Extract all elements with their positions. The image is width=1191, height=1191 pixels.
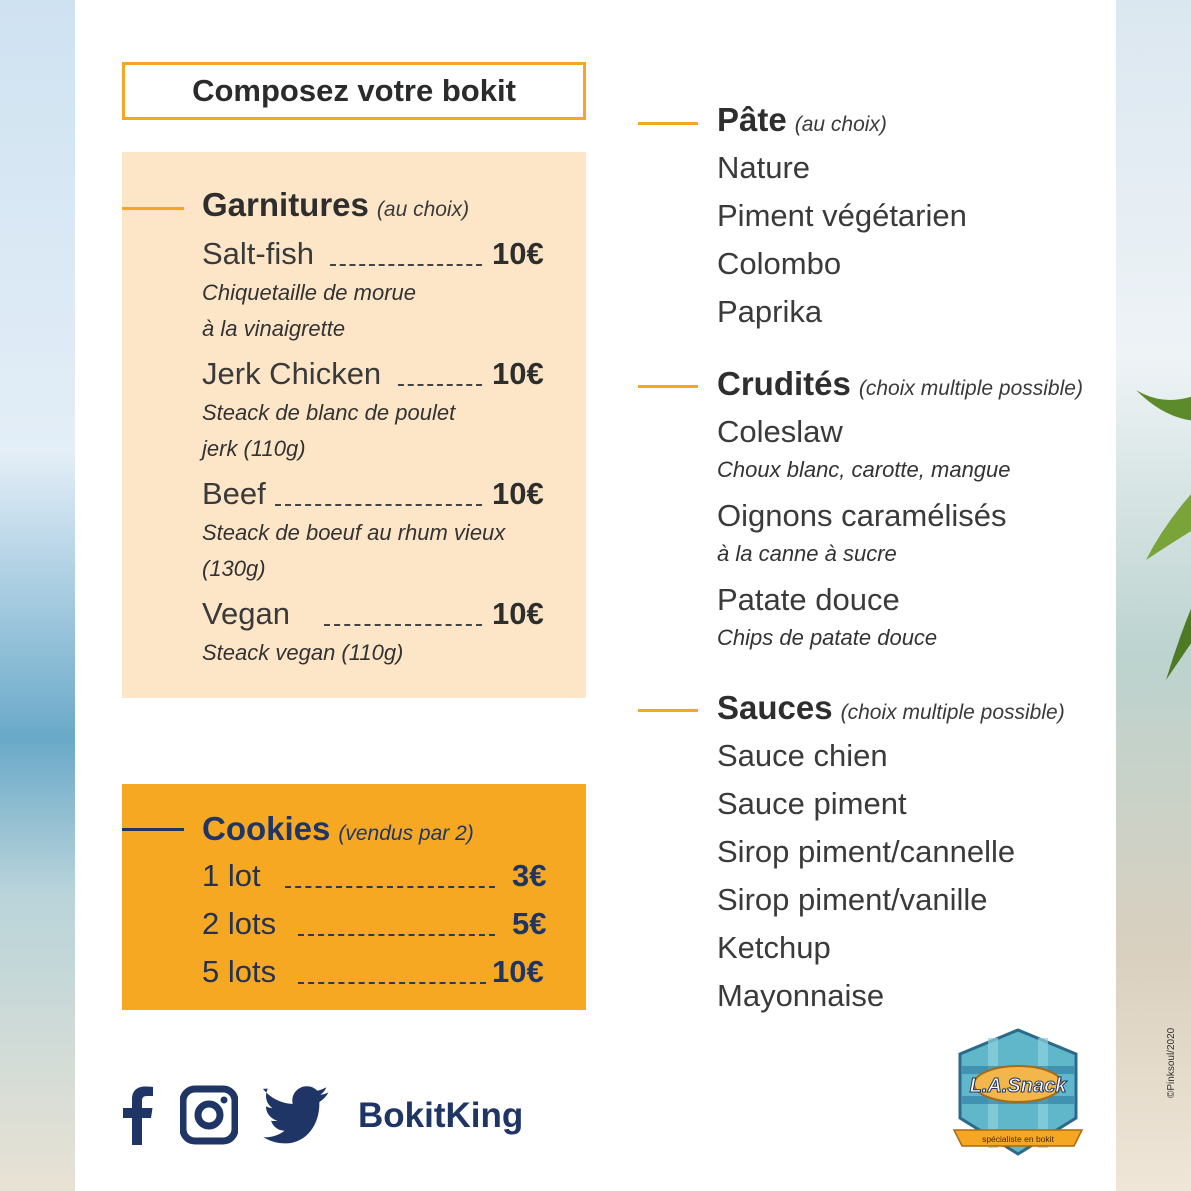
sauce-option: Sirop piment/cannelle xyxy=(717,834,1016,869)
garniture-name: Vegan xyxy=(202,596,290,631)
cookie-lot-price: 10€ xyxy=(492,954,544,989)
garniture-description: jerk (110g) xyxy=(202,436,306,461)
section-marker xyxy=(122,828,184,831)
pate-option: Colombo xyxy=(717,246,842,281)
instagram-icon[interactable] xyxy=(180,1085,238,1145)
garniture-description: (130g) xyxy=(202,556,266,581)
cookie-lot-name: 1 lot xyxy=(202,858,261,893)
cookie-lot-price: 3€ xyxy=(512,858,547,893)
garniture-price: 10€ xyxy=(492,596,544,631)
cookies-note: (vendus par 2) xyxy=(338,822,474,845)
garniture-description: à la vinaigrette xyxy=(202,316,346,341)
section-marker xyxy=(638,385,698,388)
sauces-title: Sauces xyxy=(717,689,833,726)
crudites-heading xyxy=(717,365,1083,403)
menu-title-box xyxy=(122,62,586,120)
section-marker xyxy=(638,709,698,712)
crudite-description: à la canne à sucre xyxy=(717,541,897,566)
social-handle[interactable]: BokitKing xyxy=(358,1096,524,1135)
sauce-option: Mayonnaise xyxy=(717,978,885,1013)
dotted-leader xyxy=(285,886,495,888)
copyright-credit: ©Pinksoul/2020 xyxy=(1166,1027,1177,1098)
cookies-heading xyxy=(202,810,474,848)
sauces-note: (choix multiple possible) xyxy=(840,701,1065,724)
garniture-name: Jerk Chicken xyxy=(202,356,382,391)
garniture-description: Steack de blanc de poulet xyxy=(202,400,456,425)
crudite-option: Oignons caramélisés xyxy=(717,498,1007,533)
logo-tagline: spécialiste en bokit xyxy=(982,1134,1054,1144)
dotted-leader xyxy=(298,934,495,936)
dotted-leader xyxy=(298,982,486,984)
beach-background-right xyxy=(1116,0,1191,1191)
sauce-option: Sirop piment/vanille xyxy=(717,882,988,917)
pate-heading xyxy=(717,101,887,139)
sauce-option: Ketchup xyxy=(717,930,831,965)
garniture-price: 10€ xyxy=(492,476,544,511)
sauces-heading xyxy=(717,689,1065,727)
dotted-leader xyxy=(324,624,482,626)
section-marker xyxy=(122,207,184,210)
la-snack-logo xyxy=(948,1026,1088,1166)
twitter-icon[interactable] xyxy=(262,1085,332,1145)
garniture-description: Steack vegan (110g) xyxy=(202,640,404,665)
pate-note: (au choix) xyxy=(794,113,887,136)
pate-title: Pâte xyxy=(717,101,787,138)
crudites-title: Crudités xyxy=(717,365,851,402)
garnitures-heading xyxy=(202,186,469,224)
crudite-option: Coleslaw xyxy=(717,414,843,449)
garniture-price: 10€ xyxy=(492,356,544,391)
garniture-name: Salt-fish xyxy=(202,236,314,271)
crudite-description: Chips de patate douce xyxy=(717,625,938,650)
section-marker xyxy=(638,122,698,125)
garniture-description: Chiquetaille de morue xyxy=(202,280,417,305)
cookies-title: Cookies xyxy=(202,810,331,847)
garniture-description: Steack de boeuf au rhum vieux xyxy=(202,520,506,545)
sauce-option: Sauce piment xyxy=(717,786,907,821)
pate-option: Nature xyxy=(717,150,811,185)
crudite-option: Patate douce xyxy=(717,582,900,617)
dotted-leader xyxy=(398,384,482,386)
garnitures-title: Garnitures xyxy=(202,186,369,223)
dotted-leader xyxy=(275,504,482,506)
menu-title: Composez votre bokit xyxy=(192,73,516,108)
cookie-lot-name: 5 lots xyxy=(202,954,277,989)
cookie-lot-price: 5€ xyxy=(512,906,547,941)
cookie-lot-name: 2 lots xyxy=(202,906,277,941)
crudite-description: Choux blanc, carotte, mangue xyxy=(717,457,1011,482)
pate-option: Piment végétarien xyxy=(717,198,967,233)
garnitures-note: (au choix) xyxy=(376,198,470,221)
sauce-option: Sauce chien xyxy=(717,738,888,773)
garniture-price: 10€ xyxy=(492,236,544,271)
pate-option: Paprika xyxy=(717,294,823,329)
crudites-note: (choix multiple possible) xyxy=(858,377,1083,400)
beach-background-left xyxy=(0,0,75,1191)
palm-leaves-decoration xyxy=(1126,300,1191,720)
dotted-leader xyxy=(330,264,482,266)
facebook-icon[interactable] xyxy=(120,1085,154,1145)
garniture-name: Beef xyxy=(202,476,266,511)
logo-brand: L.A.Snack xyxy=(969,1075,1067,1097)
